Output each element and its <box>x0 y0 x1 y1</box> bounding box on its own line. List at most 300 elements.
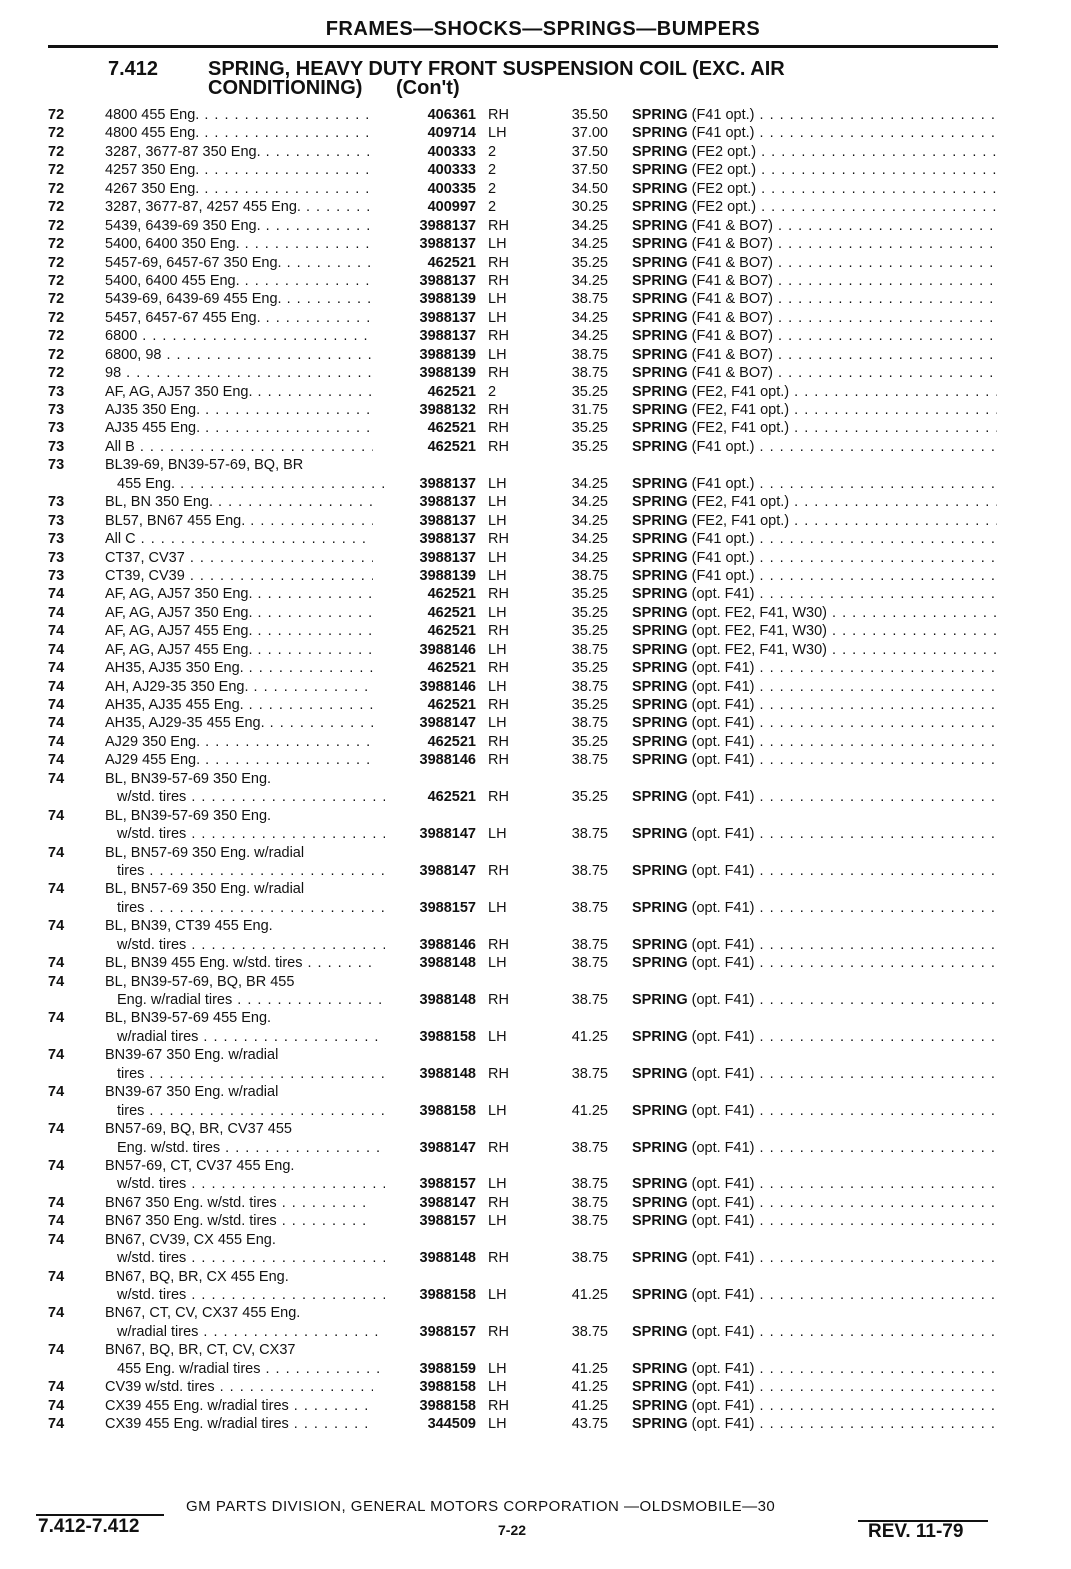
price: 38.75 <box>571 365 608 382</box>
model-year: 74 <box>48 770 65 787</box>
price: 35.50 <box>571 107 608 123</box>
leader-dots <box>121 365 373 381</box>
model-text: AH35, AJ35 350 Eng. <box>105 660 244 677</box>
side: LH <box>488 678 507 695</box>
model-text: BL, BN39-57-69 350 Eng. <box>105 807 272 824</box>
spring-label: SPRING <box>632 272 688 289</box>
model-text: BN67, BQ, BR, CX 455 Eng. <box>105 1268 289 1285</box>
section-title-line2: CONDITIONING) <box>208 77 363 99</box>
price: 38.75 <box>571 936 608 953</box>
header-title: FRAMES—SHOCKS—SPRINGS—BUMPERS <box>325 18 761 40</box>
part-description <box>632 899 997 917</box>
row-line <box>0 733 1071 751</box>
part-description <box>632 825 997 843</box>
side: RH <box>488 660 509 677</box>
side: RH <box>488 1065 509 1082</box>
option-codes: (opt. F41) <box>691 1379 755 1396</box>
spring-label: SPRING <box>632 346 688 363</box>
model-description <box>105 936 385 954</box>
model-text: 5439, 6439-69 350 Eng. <box>105 217 261 234</box>
option-codes: (opt. F41) <box>691 955 755 972</box>
part-description <box>632 1139 997 1157</box>
model-year: 74 <box>48 1379 65 1396</box>
model-description <box>105 272 373 290</box>
row-line <box>0 1009 1071 1027</box>
model-text: w/std. tires <box>117 1176 187 1193</box>
table-row <box>0 880 1071 917</box>
model-description <box>105 217 373 235</box>
model-text: AH35, AJ35 455 Eng. <box>105 697 244 713</box>
part-description <box>632 1249 997 1267</box>
part-description <box>632 272 997 290</box>
side: RH <box>488 107 509 123</box>
leader-dots <box>200 734 373 750</box>
row-line <box>0 438 1071 456</box>
leader-dots <box>756 181 997 197</box>
spring-label: SPRING <box>632 475 688 492</box>
leader-dots <box>754 752 997 768</box>
price: 41.25 <box>571 1102 608 1119</box>
leader-dots <box>773 255 997 271</box>
leader-dots <box>773 365 997 381</box>
leader-dots <box>773 291 997 307</box>
model-year: 74 <box>48 1047 65 1064</box>
part-description <box>632 1286 997 1304</box>
model-description <box>105 880 373 898</box>
row-line <box>0 1341 1071 1359</box>
part-number: 462521 <box>427 438 476 455</box>
row-line <box>0 1286 1071 1304</box>
row-line <box>0 567 1071 585</box>
side: 2 <box>488 162 497 179</box>
model-year: 72 <box>48 291 65 308</box>
model-text: 5457-69, 6457-67 350 Eng. <box>105 254 282 271</box>
price: 34.25 <box>571 549 608 566</box>
part-description <box>632 788 997 806</box>
model-description <box>105 991 385 1009</box>
model-year: 74 <box>48 1010 65 1027</box>
price: 38.75 <box>571 862 608 879</box>
model-description <box>105 973 373 991</box>
price: 34.25 <box>571 475 608 492</box>
option-codes: (opt. F41) <box>691 1102 755 1119</box>
price: 38.75 <box>571 291 608 308</box>
model-description <box>105 844 373 862</box>
table-row <box>0 714 1071 732</box>
model-year: 73 <box>48 457 65 474</box>
leader-dots <box>301 199 373 215</box>
row-line <box>0 254 1071 272</box>
leader-dots <box>282 291 373 307</box>
row-line <box>0 714 1071 732</box>
table-row <box>0 1194 1071 1212</box>
leader-dots <box>199 125 373 141</box>
leader-dots <box>756 199 997 215</box>
model-description <box>105 456 373 474</box>
option-codes: (F41 & BO7) <box>691 309 774 326</box>
row-line <box>0 1046 1071 1064</box>
table-row <box>0 493 1071 511</box>
leader-dots <box>773 328 997 344</box>
part-number: 3988137 <box>419 309 476 326</box>
model-description <box>105 770 373 788</box>
part-description <box>632 475 997 493</box>
leader-dots <box>773 310 997 326</box>
option-codes: (F41 opt.) <box>691 475 755 492</box>
part-description <box>632 678 997 696</box>
part-number: 3988158 <box>419 1028 476 1045</box>
part-number: 462521 <box>427 383 476 400</box>
model-text: w/std. tires <box>117 789 187 806</box>
part-description <box>632 254 997 272</box>
row-line <box>0 346 1071 364</box>
price: 41.25 <box>571 1379 608 1396</box>
row-line <box>0 1120 1071 1138</box>
table-row <box>0 549 1071 567</box>
model-description <box>105 198 373 216</box>
leader-dots <box>754 107 997 123</box>
part-description <box>632 751 997 769</box>
row-line <box>0 862 1071 880</box>
table-row <box>0 567 1071 585</box>
model-text: BL, BN39-57-69 455 Eng. <box>105 1010 272 1027</box>
table-row <box>0 327 1071 345</box>
model-text: 5400, 6400 350 Eng. <box>105 236 240 253</box>
model-year: 73 <box>48 512 65 529</box>
model-text: BN67, BQ, BR, CT, CV, CX37 <box>105 1342 296 1359</box>
model-year: 73 <box>48 549 65 566</box>
price: 38.75 <box>571 567 608 584</box>
side: LH <box>488 826 507 843</box>
row-line <box>0 641 1071 659</box>
model-text: w/std. tires <box>117 1287 187 1303</box>
part-number: 3988158 <box>419 1379 476 1396</box>
spring-label: SPRING <box>632 1176 688 1193</box>
model-description <box>105 788 385 806</box>
row-line <box>0 383 1071 401</box>
model-description <box>105 180 373 198</box>
model-description <box>105 475 385 493</box>
side: LH <box>488 1379 507 1396</box>
price: 41.25 <box>571 1028 608 1045</box>
leader-dots <box>754 1103 997 1119</box>
model-year: 72 <box>48 254 65 271</box>
model-text: Eng. w/radial tires <box>117 992 233 1008</box>
part-number: 3988147 <box>419 1139 476 1156</box>
side: LH <box>488 1176 507 1193</box>
price: 34.25 <box>571 309 608 326</box>
leader-dots <box>754 125 997 141</box>
leader-dots <box>789 494 997 510</box>
model-text: 455 Eng. w/radial tires <box>117 1360 261 1377</box>
price: 38.75 <box>571 1065 608 1082</box>
leader-dots <box>249 679 374 695</box>
model-text: 455 Eng. <box>117 475 176 492</box>
part-description <box>632 1378 997 1396</box>
option-codes: (opt. F41) <box>691 1287 755 1303</box>
price: 35.25 <box>571 789 608 806</box>
part-number: 3988137 <box>419 475 476 492</box>
row-line <box>0 309 1071 327</box>
model-description <box>105 659 373 677</box>
side: RH <box>488 438 509 455</box>
leader-dots <box>773 273 997 289</box>
part-number: 3988148 <box>419 992 476 1008</box>
row-line <box>0 807 1071 825</box>
part-number: 400997 <box>427 199 476 216</box>
leader-dots <box>245 513 373 529</box>
table-row <box>0 217 1071 235</box>
model-text: BN39-67 350 Eng. w/radial <box>105 1047 279 1064</box>
side: LH <box>488 567 507 584</box>
price: 38.75 <box>571 1139 608 1156</box>
option-codes: (opt. F41) <box>691 862 755 879</box>
row-line <box>0 770 1071 788</box>
part-description <box>632 936 997 954</box>
leader-dots <box>754 900 997 916</box>
row-line <box>0 604 1071 622</box>
table-row <box>0 1157 1071 1194</box>
model-text: tires <box>117 1102 145 1119</box>
model-text: 5400, 6400 455 Eng. <box>105 272 240 289</box>
model-description <box>105 1120 373 1138</box>
table-row <box>0 290 1071 308</box>
option-codes: (opt. F41) <box>691 1194 755 1211</box>
option-codes: (opt. F41) <box>691 1416 755 1433</box>
option-codes: (opt. F41) <box>691 936 755 953</box>
model-year: 72 <box>48 272 65 289</box>
side: LH <box>488 1028 507 1045</box>
side: LH <box>488 955 507 972</box>
price: 37.50 <box>571 143 608 160</box>
part-number: 400333 <box>427 162 476 179</box>
option-codes: (FE2, F41 opt.) <box>691 494 790 511</box>
part-description <box>632 512 997 530</box>
leader-dots <box>244 660 373 676</box>
side: LH <box>488 346 507 363</box>
price: 34.25 <box>571 512 608 529</box>
model-year: 72 <box>48 162 65 179</box>
model-text: BL57, BN67 455 Eng. <box>105 512 246 529</box>
option-codes: (FE2, F41 opt.) <box>691 512 790 529</box>
model-text: AJ29 350 Eng. <box>105 733 201 750</box>
model-text: tires <box>117 1065 145 1082</box>
table-row <box>0 659 1071 677</box>
spring-label: SPRING <box>632 752 688 769</box>
model-year: 74 <box>48 604 65 621</box>
leader-dots <box>135 439 373 455</box>
model-description <box>105 733 373 751</box>
row-line <box>0 1397 1071 1415</box>
model-year: 73 <box>48 531 65 548</box>
part-description <box>632 1323 997 1341</box>
side: LH <box>488 549 507 566</box>
part-description <box>632 290 997 308</box>
row-line <box>0 1304 1071 1322</box>
part-number: 344509 <box>427 1416 476 1433</box>
part-number: 3988137 <box>419 531 476 548</box>
part-description <box>632 124 997 142</box>
spring-label: SPRING <box>632 899 688 916</box>
price: 31.75 <box>571 402 608 418</box>
model-description <box>105 1139 385 1157</box>
row-line <box>0 844 1071 862</box>
row-line <box>0 161 1071 179</box>
leader-dots <box>754 734 997 750</box>
model-year: 74 <box>48 733 65 750</box>
model-year: 74 <box>48 1084 65 1101</box>
leader-dots <box>144 1103 385 1119</box>
table-row <box>0 917 1071 954</box>
price: 37.50 <box>571 162 608 179</box>
model-description <box>105 419 373 437</box>
part-number: 3988147 <box>419 862 476 879</box>
price: 37.00 <box>571 125 608 142</box>
model-description <box>105 1286 385 1304</box>
leader-dots <box>754 1140 997 1156</box>
model-year: 74 <box>48 715 65 732</box>
side: RH <box>488 272 509 289</box>
part-number: 3988139 <box>419 567 476 584</box>
price: 34.25 <box>571 272 608 289</box>
model-year: 74 <box>48 1397 65 1414</box>
part-number: 3988158 <box>419 1287 476 1303</box>
row-line <box>0 1065 1071 1083</box>
option-codes: (opt. FE2, F41, W30) <box>691 604 828 621</box>
model-text: 4267 350 Eng. <box>105 180 200 197</box>
table-row <box>0 180 1071 198</box>
row-line <box>0 512 1071 530</box>
part-number: 3988137 <box>419 549 476 566</box>
row-line <box>0 549 1071 567</box>
leader-dots <box>277 1195 373 1211</box>
table-row <box>0 1046 1071 1083</box>
part-description <box>632 530 997 548</box>
spring-label: SPRING <box>632 512 688 529</box>
model-description <box>105 1194 373 1212</box>
model-year: 74 <box>48 1194 65 1211</box>
model-year: 72 <box>48 365 65 382</box>
part-number: 3988147 <box>419 715 476 732</box>
model-text: AF, AG, AJ57 455 Eng. <box>105 623 253 640</box>
model-year: 74 <box>48 918 65 935</box>
price: 38.75 <box>571 346 608 363</box>
side: 2 <box>488 199 497 216</box>
spring-label: SPRING <box>632 217 688 234</box>
part-description <box>632 862 997 880</box>
model-year: 72 <box>48 143 65 160</box>
model-description <box>105 1360 385 1378</box>
part-number: 462521 <box>427 697 476 713</box>
table-row <box>0 124 1071 142</box>
price: 34.25 <box>571 531 608 548</box>
price: 38.75 <box>571 678 608 695</box>
part-number: 400335 <box>427 180 476 197</box>
option-codes: (opt. F41) <box>691 1360 755 1377</box>
model-text: 4800 455 Eng. <box>105 125 200 142</box>
model-description <box>105 254 373 272</box>
side: LH <box>488 1287 507 1303</box>
leader-dots <box>186 937 385 953</box>
part-number: 3988148 <box>419 955 476 972</box>
part-number: 3988158 <box>419 1397 476 1414</box>
model-text: tires <box>117 862 145 879</box>
spring-label: SPRING <box>632 549 688 566</box>
price: 35.25 <box>571 420 608 437</box>
table-row <box>0 254 1071 272</box>
row-line <box>0 456 1071 474</box>
spring-label: SPRING <box>632 1065 688 1082</box>
model-year: 73 <box>48 438 65 455</box>
leader-dots <box>186 789 385 805</box>
side: LH <box>488 512 507 529</box>
row-line <box>0 364 1071 382</box>
spring-label: SPRING <box>632 1194 688 1211</box>
model-year: 72 <box>48 125 65 142</box>
part-description <box>632 383 997 401</box>
footer-corp: GM PARTS DIVISION, GENERAL MOTORS CORPORATION —OLDSMOBILE—30 <box>186 1498 776 1515</box>
leader-dots <box>200 402 373 418</box>
part-number: 462521 <box>427 420 476 437</box>
leader-dots <box>199 162 373 178</box>
model-description <box>105 161 373 179</box>
side: RH <box>488 254 509 271</box>
model-year: 74 <box>48 1416 65 1433</box>
part-description <box>632 1102 997 1120</box>
row-line <box>0 180 1071 198</box>
model-text: BL, BN39 455 Eng. w/std. tires <box>105 955 303 972</box>
row-line <box>0 1102 1071 1120</box>
spring-label: SPRING <box>632 383 688 400</box>
table-row <box>0 751 1071 769</box>
model-description <box>105 143 373 161</box>
model-description <box>105 1157 373 1175</box>
leader-dots <box>144 863 385 879</box>
row-line <box>0 825 1071 843</box>
table-row <box>0 235 1071 253</box>
side: LH <box>488 475 507 492</box>
part-description <box>632 198 997 216</box>
spring-label: SPRING <box>632 992 688 1008</box>
leader-dots <box>220 1140 385 1156</box>
row-line <box>0 917 1071 935</box>
model-description <box>105 714 373 732</box>
model-year: 72 <box>48 217 65 234</box>
row-line <box>0 659 1071 677</box>
leader-dots <box>754 1029 997 1045</box>
part-number: 3988146 <box>419 936 476 953</box>
leader-dots <box>827 623 997 639</box>
leader-dots <box>198 1029 385 1045</box>
model-description <box>105 917 373 935</box>
model-text: w/std. tires <box>117 826 187 843</box>
model-text: BN67 350 Eng. w/std. tires <box>105 1194 277 1211</box>
table-row <box>0 401 1071 419</box>
model-year: 74 <box>48 973 65 990</box>
side: RH <box>488 420 509 437</box>
part-description <box>632 1175 997 1193</box>
table-row <box>0 696 1071 714</box>
model-year: 74 <box>48 697 65 713</box>
option-codes: (opt. F41) <box>691 899 755 916</box>
price: 38.75 <box>571 899 608 916</box>
price: 35.25 <box>571 383 608 400</box>
model-description <box>105 678 373 696</box>
model-description <box>105 1415 373 1433</box>
model-description <box>105 1009 373 1027</box>
side: RH <box>488 531 509 548</box>
page-header <box>48 18 998 48</box>
